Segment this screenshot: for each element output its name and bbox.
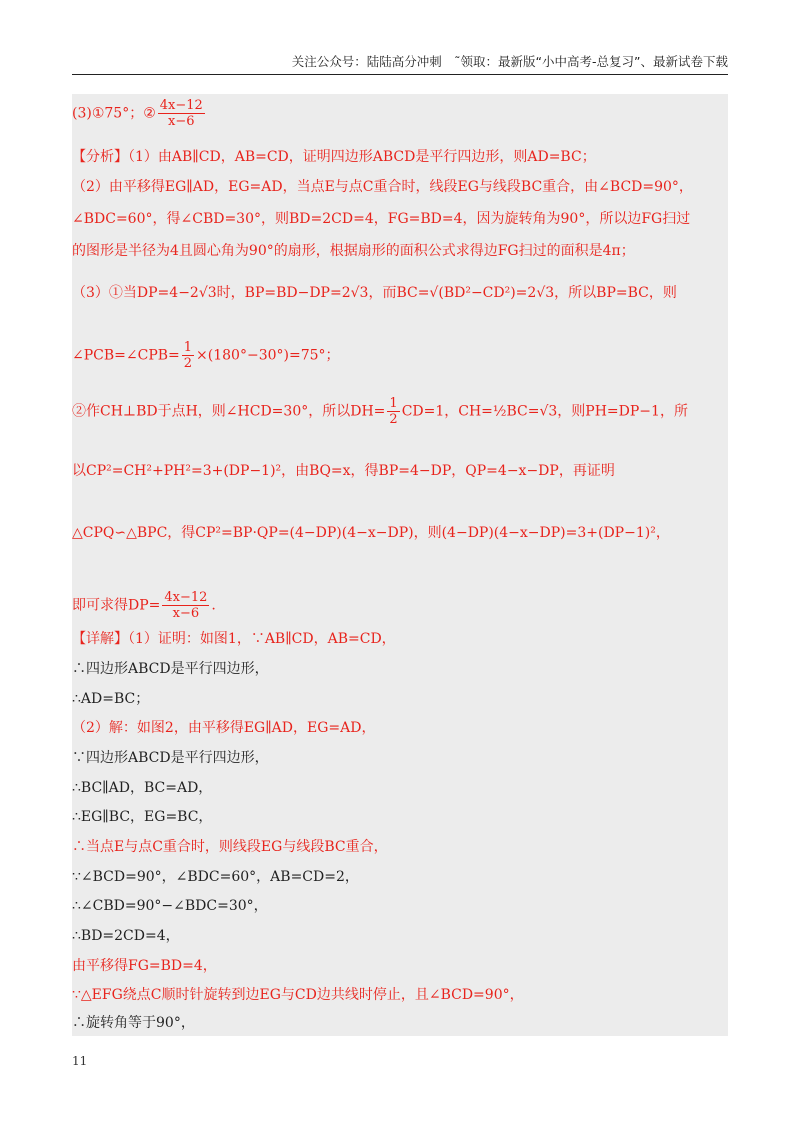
line-text: （3）①当DP=4−2√3时，BP=BD−DP=2√3，而BC=√(BD²−CD²)=2√3，所以BP=BC，则 bbox=[72, 285, 677, 301]
analysis-line-9 bbox=[72, 522, 728, 544]
line-prefix: ∠PCB=∠CPB= bbox=[72, 347, 180, 364]
solution-content bbox=[72, 94, 728, 1036]
analysis-line-7 bbox=[72, 396, 728, 427]
fraction bbox=[158, 98, 205, 129]
line-text: ∴AD=BC； bbox=[72, 691, 150, 707]
fraction-denominator: x−6 bbox=[168, 114, 195, 129]
fraction-numerator: 1 bbox=[183, 340, 193, 355]
line-text: ∵∠BCD=90°，∠BDC=60°，AB=CD=2， bbox=[72, 869, 359, 885]
line-text: （2）由平移得EG∥AD，EG=AD，当点E与点C重合时，线段EG与线段BC重合，由∠BCD=90°， bbox=[72, 179, 693, 195]
detail-line-3 bbox=[72, 688, 728, 710]
header-text: 关注公众号：陆陆高分冲刺 ˜领取：最新版“小中高考-总复习”、最新试卷下载 bbox=[291, 54, 728, 69]
line-text: 以CP²=CH²+PH²=3+(DP−1)²，由BQ=x，得BP=4−DP，QP=4−x−DP，再证明 bbox=[72, 463, 615, 479]
fraction-denominator: x−6 bbox=[172, 606, 200, 621]
fraction-numerator: 4x−12 bbox=[164, 590, 208, 605]
line-text: ∠BDC=60°，得∠CBD=30°，则BD=2CD=4，FG=BD=4，因为旋转角为90°，所以边FG扫过 bbox=[72, 211, 691, 227]
detail-line-2 bbox=[72, 658, 728, 680]
detail-line-5 bbox=[72, 747, 728, 769]
analysis-line-4 bbox=[72, 240, 728, 262]
analysis-line-8 bbox=[72, 460, 728, 482]
line-text: ∵△EFG绕点C顺时针旋转到边EG与CD边共线时停止，且∠BCD=90°， bbox=[72, 987, 524, 1003]
line-text: 由平移得FG=BD=4， bbox=[72, 958, 217, 974]
detail-line-14 bbox=[72, 1012, 728, 1034]
line-suffix: ×(180°−30°)=75°； bbox=[196, 347, 340, 364]
line-text: 【分析】（1）由AB∥CD，AB=CD，证明四边形ABCD是平行四边形，则AD=BC； bbox=[72, 149, 596, 165]
fraction-denominator: 2 bbox=[389, 412, 398, 427]
fraction bbox=[182, 340, 194, 371]
detail-line-12 bbox=[72, 955, 728, 977]
line-suffix: . bbox=[211, 597, 216, 614]
detail-line-8 bbox=[72, 836, 728, 858]
detail-line-6 bbox=[72, 777, 728, 799]
answer-line bbox=[72, 98, 728, 129]
line-prefix: 即可求得DP= bbox=[72, 597, 161, 614]
analysis-line-1 bbox=[72, 146, 728, 168]
detail-line-1 bbox=[72, 628, 728, 650]
line-text: ∴当点E与点C重合时，则线段EG与线段BC重合， bbox=[72, 839, 388, 855]
line-text: ∵四边形ABCD是平行四边形， bbox=[72, 750, 269, 766]
page-number: 11 bbox=[72, 1054, 88, 1068]
detail-line-10 bbox=[72, 895, 728, 917]
line-suffix: CD=1，CH=½BC=√3，则PH=DP−1，所 bbox=[401, 403, 688, 420]
analysis-line-6 bbox=[72, 340, 728, 371]
analysis-line-3 bbox=[72, 208, 728, 230]
analysis-line-5 bbox=[72, 282, 728, 304]
page-header bbox=[72, 52, 728, 75]
analysis-line-10 bbox=[72, 590, 728, 621]
detail-line-11 bbox=[72, 925, 728, 947]
line-text: ∴BC∥AD，BC=AD， bbox=[72, 780, 213, 796]
answer-prefix: (3)①75°；② bbox=[72, 105, 156, 122]
detail-line-9 bbox=[72, 866, 728, 888]
fraction bbox=[387, 396, 399, 427]
line-text: 的图形是半径为4且圆心角为90°的扇形，根据扇形的面积公式求得边FG扫过的面积是4π； bbox=[72, 243, 635, 259]
analysis-line-2 bbox=[72, 176, 728, 198]
detail-line-4 bbox=[72, 717, 728, 739]
line-text: ∴BD=2CD=4， bbox=[72, 928, 180, 944]
line-text: △CPQ∽△BPC，得CP²=BP·QP=(4−DP)(4−x−DP)，则(4−DP)(4−x−DP)=3+(DP−1)²， bbox=[72, 525, 670, 541]
line-text: （2）解：如图2，由平移得EG∥AD，EG=AD， bbox=[72, 720, 376, 736]
line-text: ∴EG∥BC，EG=BC， bbox=[72, 809, 213, 825]
line-text: ∴∠CBD=90°−∠BDC=30°， bbox=[72, 898, 268, 914]
line-text: 【详解】（1）证明：如图1，∵AB∥CD，AB=CD， bbox=[72, 631, 396, 647]
fraction-numerator: 1 bbox=[389, 396, 398, 411]
line-text: ∴旋转角等于90°， bbox=[72, 1015, 195, 1031]
detail-line-13 bbox=[72, 984, 728, 1006]
line-text: ∴四边形ABCD是平行四边形， bbox=[72, 661, 269, 677]
fraction-numerator: 4x−12 bbox=[159, 98, 203, 113]
fraction bbox=[162, 590, 209, 621]
line-prefix: ②作CH⊥BD于点H，则∠HCD=30°，所以DH= bbox=[72, 403, 386, 420]
detail-line-7 bbox=[72, 806, 728, 828]
fraction-denominator: 2 bbox=[183, 356, 193, 371]
